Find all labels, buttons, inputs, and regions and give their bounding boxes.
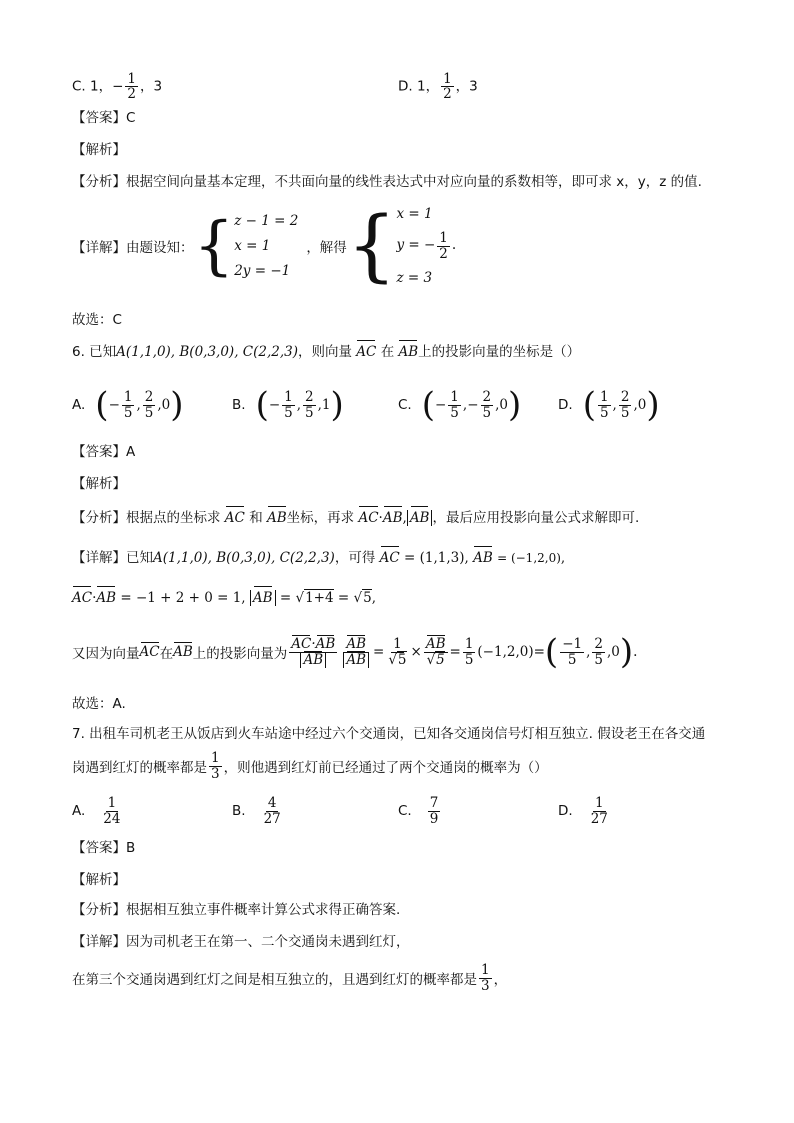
left-paren: ( <box>582 385 596 425</box>
fraction <box>560 637 584 666</box>
xiangjie-text: 又因为向量 <box>72 646 140 662</box>
denominator: 9 <box>429 810 439 827</box>
denominator: 5 <box>620 404 630 421</box>
numerator: 1 <box>439 230 448 247</box>
option-tail: ,0 <box>495 397 508 413</box>
denominator: 5 <box>599 404 609 421</box>
option-label: B. <box>232 397 246 413</box>
comma: , <box>371 590 376 606</box>
vector-ac: AC <box>139 644 160 660</box>
option-label: A. <box>72 803 86 819</box>
denominator: 5 <box>284 404 293 421</box>
denominator: 5 <box>123 404 133 421</box>
vector-ab: AB <box>346 636 366 653</box>
stem-text: ，则他遇到红灯前已经通过了两个交通岗的概率为（） <box>223 760 548 776</box>
comma: , <box>586 644 591 660</box>
q7-option-d <box>558 790 612 832</box>
left-paren: ( <box>544 632 559 672</box>
stem-text: ，则向量 <box>298 344 352 360</box>
fraction <box>303 390 316 419</box>
equals: = <box>337 590 350 606</box>
points-expr: A(1,1,0), B(0,3,0), C(2,2,3) <box>153 550 335 566</box>
denominator: 5 <box>482 404 492 421</box>
jiede-text: ，解得 <box>306 240 347 256</box>
denominator: 2 <box>439 245 448 262</box>
q5-xiangjie <box>72 201 457 291</box>
ab-value: = (−1,2,0) <box>497 551 561 565</box>
numerator: 1 <box>481 962 490 979</box>
equation-row <box>396 231 456 260</box>
option-label: D. <box>398 78 413 95</box>
sqrt-radicand: 5 <box>363 590 372 606</box>
period: . <box>633 644 638 660</box>
q7-fenxi: 【分析】根据相互独立事件概率计算公式求得正确答案. <box>72 902 401 918</box>
numerator: 2 <box>305 389 314 406</box>
vector-ab: AB <box>173 644 193 660</box>
points-expr: A(1,1,0), B(0,3,0), C(2,2,3) <box>116 344 298 360</box>
equation-row: z − 1 = 2 <box>234 213 299 229</box>
numerator: 1 <box>464 636 474 653</box>
fraction <box>448 390 461 419</box>
result-tail: ,0 <box>606 644 620 660</box>
denominator: 2 <box>127 86 137 103</box>
vector-ab: AB <box>96 590 117 606</box>
fraction <box>125 72 138 101</box>
ac-value: = (1,1,3) <box>404 550 465 566</box>
equation-row: x = 1 <box>234 238 271 254</box>
fraction <box>441 72 454 101</box>
fenxi-text: 【分析】根据点的坐标求 <box>72 510 221 526</box>
numerator: 7 <box>429 795 439 812</box>
vector-ab: AB <box>346 651 366 668</box>
vector-ab: AB <box>266 510 287 526</box>
vector-ab: AB <box>398 344 419 360</box>
vector-ab: AB <box>315 636 336 653</box>
equation-system-1 <box>193 209 299 283</box>
equals: = <box>279 590 292 606</box>
vector-value: (−1,2,0) <box>477 644 534 660</box>
comma: , <box>464 550 469 566</box>
denominator: 5 <box>567 651 577 668</box>
vector-ac: AC <box>72 590 93 606</box>
vector-ab: AB <box>382 510 403 526</box>
xiangjie-text: 在第三个交通岗遇到红灯之间是相互独立的，且遇到红灯的概率都是 <box>72 972 477 988</box>
comma: , <box>612 397 617 413</box>
fraction <box>479 963 492 992</box>
q6-fenxi <box>72 508 639 528</box>
left-paren: ( <box>255 385 269 425</box>
xiangjie-text: ，可得 <box>334 550 376 566</box>
q6-option-c <box>398 384 521 426</box>
numerator: 1 <box>123 389 133 406</box>
numerator: 1 <box>107 795 117 812</box>
vector-ac: AC <box>291 636 312 653</box>
option-label: D. <box>558 803 573 819</box>
neg-sign: − <box>467 397 479 413</box>
q5-answer: 【答案】C <box>72 110 136 126</box>
neg-sign: − <box>108 397 120 413</box>
q7-answer: 【答案】B <box>72 840 136 856</box>
numerator: 1 <box>284 389 293 406</box>
dot-product-value: = −1 + 2 + 0 = 1, <box>120 590 246 606</box>
q5-analysis-heading: 【解析】 <box>72 142 126 158</box>
q5-fenxi: 【分析】根据空间向量基本定理，不共面向量的线性表达式中对应向量的系数相等，即可求 x，y，z 的值. <box>72 174 702 190</box>
numerator: 1 <box>450 389 459 406</box>
option-label: C. <box>398 397 412 413</box>
q6-analysis-heading: 【解析】 <box>72 476 126 492</box>
denominator <box>298 653 328 667</box>
option-text: 1，− <box>90 78 124 95</box>
vector-ab: AB <box>252 590 273 606</box>
option-label: A. <box>72 397 86 413</box>
xiangjie-text: 上的投影向量为 <box>192 646 288 662</box>
denominator: 5 <box>144 404 154 421</box>
option-label: C. <box>398 803 412 819</box>
equation-system-2 <box>346 201 457 291</box>
option-label: B. <box>232 803 246 819</box>
numerator: 1 <box>443 71 452 87</box>
numerator: 1 <box>599 389 609 406</box>
fraction <box>463 637 476 666</box>
left-paren: ( <box>95 385 109 425</box>
fraction <box>619 390 632 419</box>
dot-operator: · <box>92 590 97 606</box>
fenxi-text: 和 <box>249 510 263 526</box>
xiangjie-lead: 【详解】由题设知： <box>72 240 194 256</box>
comma: , <box>402 510 407 526</box>
abs-ab <box>407 510 433 526</box>
q6-stem <box>72 342 580 362</box>
denominator: 5 <box>305 404 314 421</box>
denominator: 27 <box>263 810 281 827</box>
comma: , <box>560 550 566 566</box>
dot-operator: · <box>311 636 316 653</box>
denominator: 5 <box>594 651 603 668</box>
q7-last-line <box>72 958 507 998</box>
denominator: 5 <box>450 404 459 421</box>
option-tail: ,0 <box>157 397 171 413</box>
fraction <box>101 796 122 825</box>
fraction <box>122 390 135 419</box>
fraction <box>592 637 605 666</box>
fraction <box>481 390 494 419</box>
q7-option-b <box>232 790 285 832</box>
q5-option-d <box>398 72 478 101</box>
denominator: 27 <box>590 810 608 827</box>
denominator: 2 <box>443 86 452 103</box>
equation-row: x = 1 <box>396 206 433 222</box>
option-text: ，3 <box>140 78 163 95</box>
q6-xiangjie-line3 <box>72 626 637 678</box>
xiangjie-text: 在 <box>159 646 174 662</box>
fraction <box>209 751 222 780</box>
fenxi-text: 坐标，再求 <box>286 510 355 526</box>
q6-xiangjie-line2 <box>72 588 376 608</box>
vector-ac: AC <box>356 344 377 360</box>
equation-row: z = 3 <box>396 270 433 286</box>
q6-xiangjie-line1 <box>72 548 565 568</box>
numerator: 1 <box>594 795 604 812</box>
vector-ab: AB <box>303 651 324 668</box>
vector-ac: AC <box>379 550 400 566</box>
left-paren: ( <box>421 385 435 425</box>
unit-vector-fraction <box>341 637 371 666</box>
stem-text: 岗遇到红灯的概率都是 <box>72 760 207 776</box>
fraction <box>282 390 295 419</box>
fraction <box>589 796 610 825</box>
comma: , <box>136 397 141 413</box>
left-brace: { <box>346 201 397 291</box>
vector-ac: AC <box>224 510 245 526</box>
fraction <box>598 390 611 419</box>
numerator: 1 <box>127 71 137 87</box>
equals: = <box>449 644 461 660</box>
numerator: 2 <box>620 389 630 406</box>
fraction <box>386 637 408 666</box>
q6-option-a <box>72 384 184 426</box>
numerator: 2 <box>594 636 603 653</box>
xiangjie-text: ， <box>493 972 508 988</box>
option-label: D. <box>558 397 573 413</box>
numerator: 4 <box>267 795 277 812</box>
q7-stem-line1: 7. 出租车司机老王从饭店到火车站途中经过六个交通岗，已知各交通岗信号灯相互独立. 假设老王在各交通 <box>72 726 706 742</box>
denominator: 3 <box>211 765 220 782</box>
vector-ab: AB <box>409 510 430 526</box>
right-paren: ) <box>330 385 344 425</box>
fraction <box>437 231 450 260</box>
neg-sign: − <box>268 397 281 413</box>
q5-option-c <box>72 72 162 101</box>
fraction <box>428 796 441 825</box>
denominator: 5 <box>464 651 474 668</box>
q7-option-c <box>398 790 442 832</box>
neg-sign: − <box>434 397 447 413</box>
stem-text: 6. 已知 <box>72 344 117 360</box>
numerator: 1 <box>211 750 220 767</box>
fraction <box>424 637 448 666</box>
right-paren: ) <box>507 385 522 425</box>
vector-ab: AB <box>425 636 446 653</box>
right-paren: ) <box>646 385 660 425</box>
option-tail: ,0 <box>633 397 647 413</box>
fraction <box>143 390 156 419</box>
q6-choice: 故选：A. <box>72 696 126 712</box>
right-paren: ) <box>619 632 634 672</box>
q7-xiangjie: 【详解】因为司机老王在第一、二个交通岗未遇到红灯， <box>72 934 410 950</box>
right-paren: ) <box>170 385 184 425</box>
period: . <box>451 237 457 254</box>
q6-option-b <box>232 384 344 426</box>
dot-operator: · <box>378 510 383 526</box>
comma: , <box>296 397 302 413</box>
q7-option-a <box>72 790 124 832</box>
option-tail: ,1 <box>317 397 331 413</box>
denominator: √5 <box>388 651 407 668</box>
fraction <box>262 796 283 825</box>
equation-row: 2y = −1 <box>234 263 291 279</box>
vector-ab: AB <box>473 550 493 566</box>
q7-stem-line2 <box>72 746 548 786</box>
times: × <box>410 644 422 660</box>
option-label: C. <box>72 78 86 95</box>
numerator: 2 <box>482 389 492 406</box>
sqrt-five: √5 <box>353 590 372 606</box>
q5-choice: 故选：C <box>72 312 122 328</box>
option-text: ，3 <box>455 78 478 95</box>
left-brace: { <box>193 209 235 283</box>
xiangjie-text: 【详解】已知 <box>72 550 153 566</box>
fenxi-text: ，最后应用投影向量公式求解即可. <box>432 510 640 526</box>
comma: , <box>462 397 468 413</box>
equals: = <box>533 644 545 660</box>
q7-analysis-heading: 【解析】 <box>72 872 126 888</box>
numerator: 1 <box>393 636 402 653</box>
denominator: √5 <box>426 651 445 668</box>
denominator <box>341 653 371 667</box>
projection-fraction <box>289 637 337 666</box>
numerator: −1 <box>562 636 583 653</box>
denominator: 3 <box>481 977 490 994</box>
stem-text: 上的投影向量的坐标是（） <box>418 344 581 360</box>
sqrt-radicand: 1+4 <box>305 590 334 606</box>
q6-answer: 【答案】A <box>72 444 136 460</box>
equation-lhs: y = − <box>396 237 436 254</box>
option-text: 1， <box>416 78 440 95</box>
abs-ab <box>250 590 276 606</box>
equals: = <box>373 644 385 660</box>
q6-option-d <box>558 384 660 426</box>
numerator: 2 <box>144 389 154 406</box>
denominator: 24 <box>103 810 121 827</box>
stem-text: 在 <box>380 344 395 360</box>
sqrt-expr: √1+4 <box>295 590 334 606</box>
vector-ac: AC <box>358 510 379 526</box>
